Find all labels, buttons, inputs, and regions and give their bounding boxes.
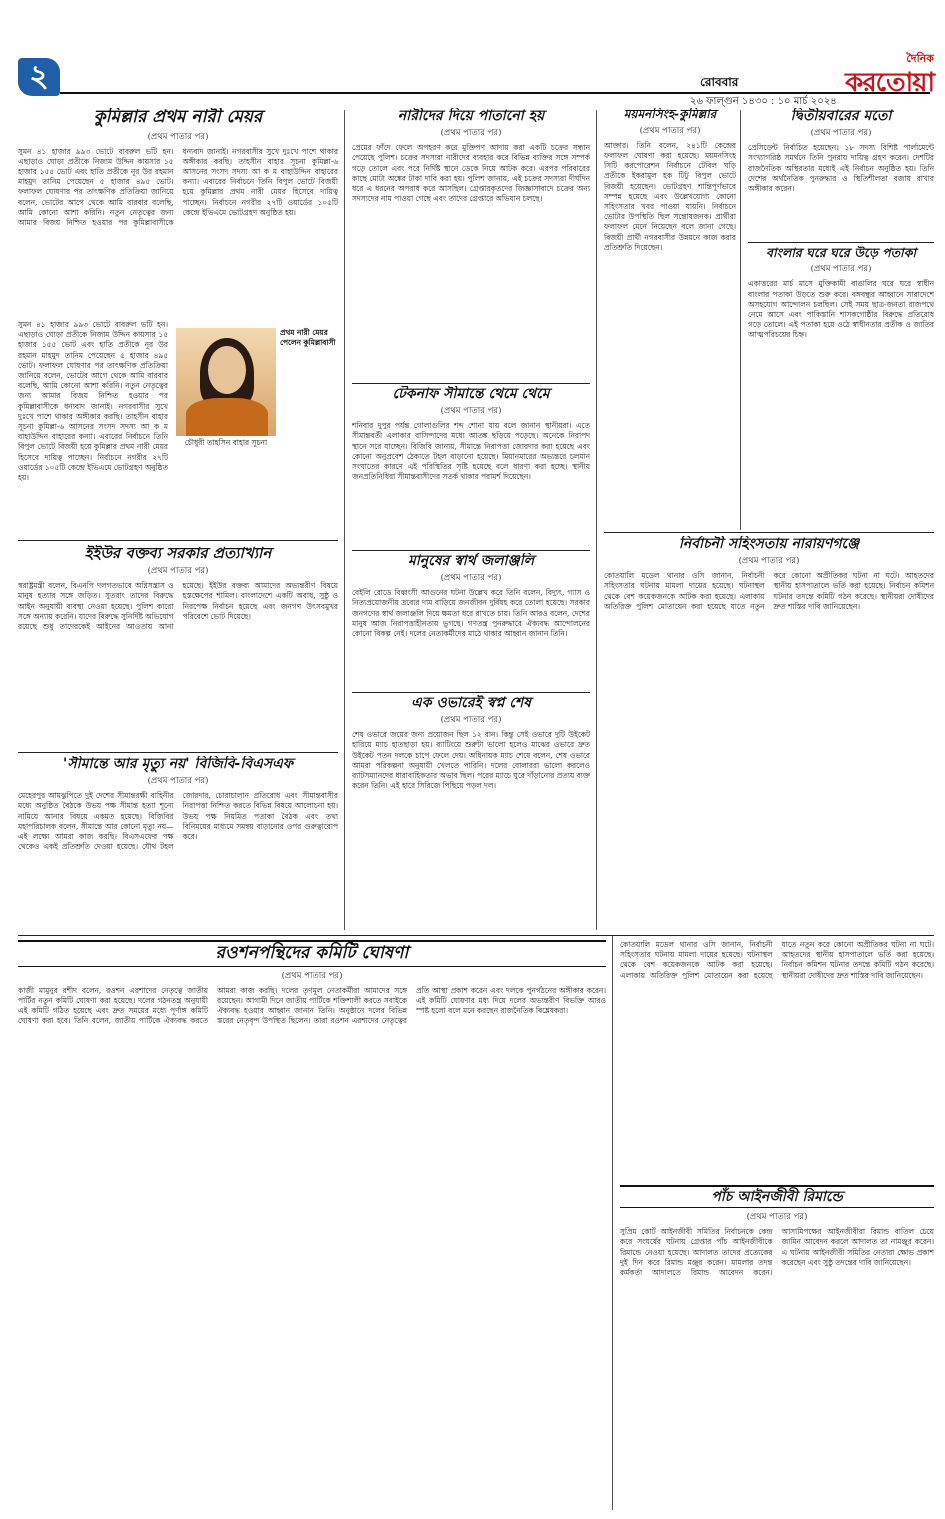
headline: বাংলার ঘরে ঘরে উড়ে পতাকা — [766, 246, 916, 260]
continued-label: (প্রথম পাতার পর) — [639, 125, 701, 136]
column-divider — [344, 110, 345, 930]
continued-label: (প্রথম পাতার পর) — [147, 131, 209, 142]
headline: মানুষের স্বার্থ জলাঞ্জলি — [407, 553, 535, 569]
article-rawshan-committee — [18, 940, 606, 1510]
photo-side-caption: প্রথম নারী মেয়র পেলেন কুমিল্লাবাসী — [280, 328, 336, 347]
article-body: স্বরাষ্ট্রমন্ত্রী বলেন, বিএনপি দলগতভাবে অগ্নিসন্ত্রাস ও মানুষ হত্যার সঙ্গে জড়িত। সুতরাং তাদের বিরুদ্ধে আইন অনুযায়ী ব্যবস্থা নেওয়া হয়েছে। পুলিশ কারো সঙ্গে অন্যায় করেনি। যাদের বিরুদ্ধে সুনির্দিষ্ট অভিযোগ রয়েছে শুধু তাদেরকেই আইনের আওতায় আনা হয়েছে। ইইউর বক্তব্য আমাদের অভ্যন্তরীণ বিষয়ে হস্তক্ষেপের শামিল। বাংলাদেশে একটি অবাধ, সুষ্ঠু ও নিরপেক্ষ নির্বাচন হয়েছে এবং জনগণ উৎসবমুখর পরিবেশে ভোট দিয়েছে। — [18, 581, 338, 632]
article-mymensingh-comilla — [604, 108, 736, 528]
headline: নির্বাচনী সহিংসতায় নারায়ণগঞ্জে — [678, 536, 860, 552]
portrait-photo — [176, 328, 276, 436]
photo-caption: চৌধুরী তাহসিন বাহার সূচনা — [184, 438, 268, 447]
day-label: রোববার — [700, 75, 739, 89]
article-body: মেহেরপুর আমঝুপিতে দুই দেশের সীমান্তরক্ষী বাহিনীর মধ্যে অনুষ্ঠিত বৈঠকে উভয় পক্ষ সীমান্ত হত্যা শূন্যে নামিয়ে আনার বিষয়ে একমত হয়েছে। বিজিবির মহাপরিচালক বলেন, সীমান্তে আর কোনো মৃত্যু নয়—এই লক্ষ্যে আমরা কাজ করছি। বিএসএফের পক্ষ থেকেও একই প্রতিশ্রুতি দেওয়া হয়েছে। যৌথ টহল জোরদার, চোরাচালান প্রতিরোধ এবং সীমান্তবাসীর নিরাপত্তা নিশ্চিত করতে বিভিন্ন বিষয়ে আলোচনা হয়। উভয় পক্ষ নিয়মিত পতাকা বৈঠক এবং তথ্য বিনিময়ের মাধ্যমে সমন্বয় বাড়ানোর ওপর গুরুত্বারোপ করে। — [18, 791, 338, 852]
section-rule — [748, 242, 934, 243]
section-rule — [604, 532, 934, 533]
section-rule — [18, 935, 934, 936]
continued-label: (প্রথম পাতার পর) — [281, 970, 343, 981]
continued-label: (প্রথম পাতার পর) — [810, 128, 872, 139]
section-rule — [352, 383, 590, 384]
column-divider — [740, 110, 741, 530]
article-narayanganj-violence — [604, 536, 934, 932]
article-public-interest — [352, 553, 590, 688]
column-divider — [612, 935, 613, 1510]
continued-label: (প্রথম পাতার পর) — [440, 128, 502, 139]
headline: এক ওভারেই স্বপ্ন শেষ — [411, 695, 531, 711]
continued-label: (প্রথম পাতার পর) — [440, 715, 502, 726]
article-flag — [748, 246, 934, 528]
headline: নারীদের দিয়ে পাতানো হয় — [397, 108, 545, 124]
headline: দ্বিতীয়বারের মতো — [790, 108, 892, 124]
headline: 'সীমান্তে আর মৃত্যু নয়' বিজিবি-বিএসএফ — [63, 756, 293, 772]
article-body: একাত্তরের মার্চ মাসে মুক্তিকামী বাঙালির ঘরে ঘরে স্বাধীন বাংলার পতাকা উড়তে শুরু করে। বঙ্গবন্ধুর আহ্বানে সারাদেশে অসহযোগ আন্দোলন চলছিল। সেই সময় ছাত্র-জনতা রাজপথে নেমে আসে এবং পাকিস্তানি শাসকগোষ্ঠীর বিরুদ্ধে প্রতিরোধ গড়ে তোলে। এই পতাকা হয়ে ওঠে স্বাধীনতার প্রতীক ও জাতির আত্মপরিচয়ের চিহ্ন। — [748, 279, 934, 340]
article-body: আক্তার। তিনি বলেন, ২৪১টি কেন্দ্রের ফলাফল ঘোষণা করা হয়েছে। ময়মনসিংহ সিটি করপোরেশন নির্বাচনে টেবিল ঘড়ি প্রতীকে ইকরামুল হক টিটু বিপুল ভোটে বিজয়ী হয়েছেন। ভোটগ্রহণ শান্তিপূর্ণভাবে সম্পন্ন হয়েছে এবং উল্লেখযোগ্য কোনো সহিংসতার খবর পাওয়া যায়নি। নির্বাচনে ভোটার উপস্থিতি ছিল সন্তোষজনক। প্রার্থীরা ফলাফল মেনে নিয়েছেন বলে জানা গেছে। বিজয়ী প্রার্থী নগরবাসীর উন্নয়নে কাজ করার প্রতিশ্রুতি দিয়েছেন। — [604, 140, 736, 252]
article-body: সুমন ৪১ হাজার ৯৯৩ ভোটে বাবরুল ভটি হন। এছাড়াও ঘোড়া প্রতীকে নিজাম উদ্দিন কায়সার ১৫ হাজার ১৫৫ ভোট এবং হাতি প্রতীকে নূর উর রহমান মাহমুদ তানিম পেয়েছেন ৫ হাজার ৪৯৫ ভোট। ফলাফল ঘোষণার পর তাৎক্ষণিক প্রতিক্রিয়া জানিয়ে বলেন, ভোটের আগে থেকে আমি বারবার বলেছি, আমি কোনো আশা করিনি। নতুন নেতৃত্বের জন্য আমার বিজয় নিশ্চিত হওয়ার পর কুমিল্লাবাসীকে ধন্যবাদ জানাই। নগরবাসীর সুখে দুঃখে পাশে থাকার অঙ্গীকার করছি। তাহসীন বাহার সূচনা কুমিল্লা-৬ আসনের সংসদ সদস্য আ ক ম বাহাউদ্দিন বাহারের কন্যা। এবারের নির্বাচনে তিনি বিপুল ভোটে বিজয়ী হয়ে কুমিল্লার প্রথম নারী মেয়র হিসেবে দায়িত্ব পাচ্ছেন। নির্বাচনে নগরীর ২৭টি ওয়ার্ডের ১০৫টি কেন্দ্রে ইভিএমে ভোটগ্রহণ অনুষ্ঠিত হয়। — [18, 320, 168, 483]
continued-label: (প্রথম পাতার পর) — [738, 556, 800, 567]
continued-label: (প্রথম পাতার পর) — [810, 264, 872, 275]
article-women-trap — [352, 108, 590, 378]
section-rule — [18, 540, 338, 541]
logo-title: করতোয়া — [845, 68, 934, 98]
date-line: ২৬ ফাল্গুন ১৪৩০ : ১০ মার্চ ২০২৪ — [690, 96, 837, 107]
continued-label: (প্রথম পাতার পর) — [440, 573, 502, 584]
article-body: কোতয়ালি মডেল থানার ওসি জানান, নির্বাচনী সহিংসতার ঘটনায় মামলা দায়ের হয়েছে। ঘটনাস্থল থেকে বেশ কয়েকজনকে আটক করা হয়েছে। এলাকায় অতিরিক্ত পুলিশ মোতায়েন করা হয়েছে যাতে নতুন করে কোনো অপ্রীতিকর ঘটনা না ঘটে। আহতদের স্থানীয় হাসপাতালে ভর্তি করা হয়েছে। নির্বাচন কমিশন ঘটনার তদন্তে কমিটি গঠন করেছে। স্থানীয়রা দোষীদের দ্রুত শাস্তির দাবি জানিয়েছেন। — [604, 571, 934, 611]
article-body: কাজী মামুনুর রশীদ বলেন, রওশন এরশাদের নেতৃত্বে জাতীয় পার্টির নতুন কমিটি ঘোষণা করা হয়েছে। দলের গঠনতন্ত্র অনুযায়ী এই কমিটি গঠিত হয়েছে এবং দ্রুত সময়ের মধ্যে পূর্ণাঙ্গ কমিটি ঘোষণা করা হবে। তিনি বলেন, জাতীয় পার্টিকে ঐক্যবদ্ধ করতে আমরা কাজ করছি। দলের তৃণমূল নেতাকর্মীরা আমাদের সঙ্গে রয়েছেন। আগামী দিনে জাতীয় পার্টিকে শক্তিশালী করতে সবাইকে ঐক্যবদ্ধ হওয়ার আহ্বান জানান তিনি। অনুষ্ঠানে দলের বিভিন্ন স্তরের নেতৃবৃন্দ উপস্থিত ছিলেন। তারা রওশন এরশাদের নেতৃত্বের প্রতি আস্থা প্রকাশ করেন এবং দলকে পুনর্গঠনের অঙ্গীকার করেন। এই কমিটি ঘোষণার মধ্য দিয়ে দলের অভ্যন্তরীণ বিভক্তি আরও স্পষ্ট হলো বলে মনে করছেন রাজনৈতিক বিশ্লেষকরা। — [18, 985, 606, 1026]
section-rule — [352, 550, 590, 551]
headline: পাঁচ আইনজীবী রিমান্ডে — [620, 1185, 934, 1208]
logo-small-text: দৈনিক — [906, 52, 934, 65]
article-body: সুমন ৪১ হাজার ৯৯৩ ভোটে বাবরুল ভটি হন। এছাড়াও ঘোড়া প্রতীকে নিজাম উদ্দিন কায়সার ১৫ হাজার ১৫৫ ভোট এবং হাতি প্রতীকে নূর উর রহমান মাহমুদ তানিম পেয়েছেন ৫ হাজার ৪৯৫ ভোট। ফলাফল ঘোষণার পর তাৎক্ষণিক প্রতিক্রিয়া জানিয়ে বলেন, ভোটের আগে থেকে আমি বারবার বলেছি, আমি কোনো আশা করিনি। নতুন নেতৃত্বের জন্য আমার বিজয় নিশ্চিত হওয়ার পর কুমিল্লাবাসীকে ধন্যবাদ জানাই। নগরবাসীর সুখে দুঃখে পাশে থাকার অঙ্গীকার করছি। তাহসীন বাহার সূচনা কুমিল্লা-৬ আসনের সংসদ সদস্য আ ক ম বাহাউদ্দিন বাহারের কন্যা। এবারের নির্বাচনে তিনি বিপুল ভোটে বিজয়ী হয়ে কুমিল্লার প্রথম নারী মেয়র হিসেবে দায়িত্ব পাচ্ছেন। নির্বাচনে নগরীর ২৭টি ওয়ার্ডের ১০৫টি কেন্দ্রে ইভিএমে ভোটগ্রহণ অনুষ্ঠিত হয়। — [18, 146, 338, 227]
section-rule — [352, 692, 590, 693]
column-divider — [596, 110, 597, 930]
headline: ময়মনসিংহ-কুমিল্লার — [623, 108, 717, 121]
article-body: প্রেসিডেন্ট নির্বাচিত হয়েছেন। ১৮ সদস্য বিশিষ্ট পার্লামেন্টে সংখ্যাগরিষ্ঠ সমর্থনে তিনি পুনরায় দায়িত্ব গ্রহণ করেন। দেশটির রাজনৈতিক অস্থিরতার মধ্যেই এই নির্বাচন অনুষ্ঠিত হয়। তিনি দেশের অর্থনৈতিক পুনরুদ্ধার ও স্থিতিশীলতা বজায় রাখার অঙ্গীকার করেন। — [748, 143, 934, 193]
headline: কুমিল্লার প্রথম নারী মেয়র — [93, 108, 263, 127]
headline: ইইউর বক্তব্য সরকার প্রত্যাখ্যান — [84, 545, 272, 562]
article-eu-statement — [18, 545, 338, 745]
article-teknaf-border — [352, 386, 590, 546]
continued-label: (প্রথম পাতার পর) — [746, 1212, 808, 1223]
page-number: ২ — [18, 58, 60, 96]
article-one-over — [352, 695, 590, 932]
article-comilla-continued — [18, 320, 168, 535]
article-body: কোতয়ালি মডেল থানার ওসি জানান, নির্বাচনী সহিংসতার ঘটনায় মামলা দায়ের হয়েছে। ঘটনাস্থল থেকে বেশ কয়েকজনকে আটক করা হয়েছে। এলাকায় অতিরিক্ত পুলিশ মোতায়েন করা হয়েছে যাতে নতুন করে কোনো অপ্রীতিকর ঘটনা না ঘটে। আহতদের স্থানীয় হাসপাতালে ভর্তি করা হয়েছে। নির্বাচন কমিশন ঘটনার তদন্তে কমিটি গঠন করেছে। স্থানীয়রা দোষীদের দ্রুত শাস্তির দাবি জানিয়েছেন। — [620, 940, 934, 980]
headline: টেকনাফ সীমান্তে থেমে থেমে — [392, 386, 550, 402]
continued-label: (প্রথম পাতার পর) — [147, 566, 209, 577]
masthead — [0, 0, 945, 107]
newspaper-logo — [806, 50, 934, 98]
headline: রওশনপন্থিদের কমিটি ঘোষণা — [18, 940, 606, 967]
article-body: প্রেমের ফাঁদে ফেলে অপহরণ করে মুক্তিপণ আদায় করা একটি চক্রের সন্ধান পেয়েছে পুলিশ। চক্রের সদস্যরা নারীদের ব্যবহার করে বিভিন্ন ব্যক্তির সঙ্গে সম্পর্ক গড়ে তোলে এবং পরে নির্দিষ্ট স্থানে ডেকে নিয়ে আটক করে। এরপর পরিবারের কাছে মোটা অঙ্কের টাকা দাবি করা হয়। পুলিশ জানায়, এই চক্রের সদস্যরা দীর্ঘদিন ধরে এ ধরনের অপরাধ করে আসছিল। গ্রেপ্তারকৃতদের জিজ্ঞাসাবাদে চক্রের অন্য সদস্যদের নাম পাওয়া গেছে এবং তাদের গ্রেপ্তারে অভিযান চলছে। — [352, 143, 590, 204]
article-lawyers-remand — [620, 1185, 934, 1510]
continued-label: (প্রথম পাতার পর) — [440, 406, 502, 417]
article-second-time — [748, 108, 934, 238]
continued-label: (প্রথম পাতার পর) — [147, 776, 209, 787]
article-body: শনিবার দুপুর পর্যন্ত গোলাগুলির শব্দ শোনা যায় বলে জানান স্থানীয়রা। এতে সীমান্তবর্তী এলাকার বাসিন্দাদের মধ্যে আতঙ্ক ছড়িয়ে পড়েছে। অনেকে নিরাপদ স্থানে সরে যাচ্ছেন। বিজিবি জানায়, সীমান্তে নিরাপত্তা জোরদার করা হয়েছে এবং কোনো অনুপ্রবেশ ঠেকাতে টহল বাড়ানো হয়েছে। মিয়ানমারের অভ্যন্তরে চলমান সংঘাতের কারণে এই পরিস্থিতির সৃষ্টি হয়েছে বলে ধারণা করা হচ্ছে। স্থানীয় জনপ্রতিনিধিরা সীমান্তবাসীদের সতর্ক থাকার পরামর্শ দিয়েছেন। — [352, 421, 590, 482]
article-border-deaths — [18, 756, 338, 932]
article-body: সুপ্রিম কোর্ট আইনজীবী সমিতির নির্বাচনকে কেন্দ্র করে সংঘর্ষের ঘটনায় গ্রেপ্তার পাঁচ আইনজীবীকে রিমান্ডে নেওয়া হয়েছে। আদালত তাদের প্রত্যেকের দুই দিন করে রিমান্ড মঞ্জুর করেন। মামলার তদন্ত কর্মকর্তা আদালতে রিমান্ড আবেদন করেন। আসামিপক্ষের আইনজীবীরা রিমান্ড বাতিল চেয়ে জামিন আবেদন করলে আদালত তা নামঞ্জুর করেন। এ ঘটনায় আইনজীবী সমিতির নেতারা ক্ষোভ প্রকাশ করেছেন এবং সুষ্ঠু তদন্তের দাবি জানিয়েছেন। — [620, 1227, 934, 1277]
section-rule — [18, 752, 338, 753]
article-body: শেষ ওভারে জয়ের জন্য প্রয়োজন ছিল ১২ রান। কিন্তু সেই ওভারে দুটি উইকেট হারিয়ে ম্যাচ হাতছাড়া হয়। ব্যাটিংয়ে শুরুটা ভালো হলেও মাঝের ওভারে দ্রুত উইকেট পতন দলকে চাপে ফেলে দেয়। অধিনায়ক ম্যাচ শেষে বলেন, শেষ ওভারে আমরা পরিকল্পনা অনুযায়ী খেলতে পারিনি। দলের বোলাররা ভালো করলেও ব্যাটসম্যানদের ধারাবাহিকতার অভাব ছিল। পরের ম্যাচে ঘুরে দাঁড়ানোর প্রত্যয় ব্যক্ত করেন তিনি। এই হারে সিরিজে পিছিয়ে পড়ল দল। — [352, 730, 590, 791]
article-narayanganj-continued — [620, 940, 934, 1180]
article-body: বেইলি রোডে বিধ্বংসী আগুনের ঘটনা উল্লেখ করে তিনি বলেন, বিদ্যুৎ, গ্যাস ও নিত্যপ্রয়োজনীয় দ্রব্যের দাম বাড়িয়ে জনজীবন দুর্বিষহ করে তোলা হয়েছে। সরকার জনগণের স্বার্থ জলাঞ্জলি দিয়ে ক্ষমতা ধরে রাখতে চায়। তিনি আরও বলেন, দেশের মানুষ আজ নিরাপত্তাহীনতায় ভুগছে। গণতন্ত্র পুনরুদ্ধারে ঐক্যবদ্ধ আন্দোলনের কোনো বিকল্প নেই। দলের নেতাকর্মীদের মাঠে থাকার আহ্বান জানান তিনি। — [352, 588, 590, 638]
